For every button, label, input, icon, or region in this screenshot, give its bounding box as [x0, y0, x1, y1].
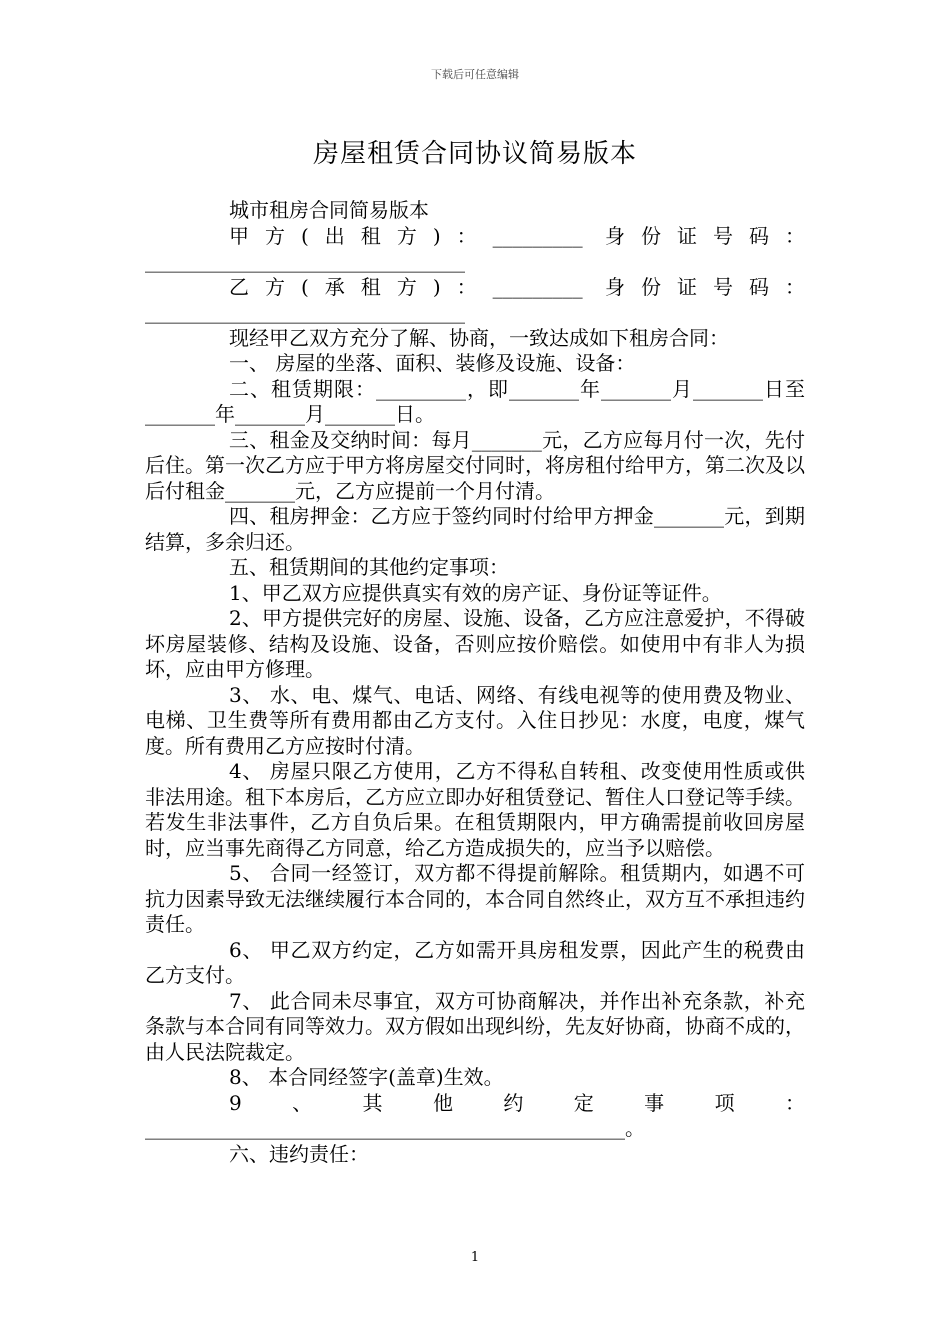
paragraph-item-4: 4、 房屋只限乙方使用，乙方不得私自转租、改变使用性质或供非法用途。租下本房后，乙方应立即办好租赁登记、暂住人口登记等手续。若发生非法事件，乙方自负后果。在租赁期限内，甲方确需提前收回房屋时，应当事先商得乙方同意，给乙方造成损失的，应当予以赔偿。 [145, 759, 805, 860]
paragraph-item-1: 1、甲乙双方应提供真实有效的房产证、身份证等证件。 [229, 580, 722, 605]
paragraph-party-a: 甲方(出租方)：_________ 身份证号码：________________________________ [145, 223, 805, 273]
document-body [145, 198, 805, 1167]
paragraph-item-3: 3、 水、电、煤气、电话、网络、有线电视等的使用费及物业、电梯、卫生费等所有费用都由乙方支付。入住日抄见：水度，电度，煤气度。所有费用乙方应按时付清。 [145, 682, 805, 758]
paragraph-item-8: 8、 本合同经签字(盖章)生效。 [229, 1065, 504, 1089]
paragraph-item-2: 2、甲方提供完好的房屋、设施、设备，乙方应注意爱护，不得破坏房屋装修、结构及设施、设备，否则应按价赔偿。如使用中有非人为损坏，应由甲方修理。 [145, 606, 805, 681]
paragraph-item-5: 5、 合同一经签订，双方都不得提前解除。租赁期内，如遇不可抗力因素导致无法继续履行本合同的，本合同自然终止，双方互不承担违约责任。 [145, 861, 805, 936]
paragraph-clause-2: 二、租赁期限：_________，即_______年_______月_______日至_______年_______月_______日。 [145, 376, 805, 426]
paragraph-intro: 现经甲乙双方充分了解、协商，一致达成如下租房合同： [229, 325, 729, 350]
paragraph-item-7: 7、 此合同未尽事宜，双方可协商解决，并作出补充条款，补充条款与本合同有同等效力。双方假如出现纠纷，先友好协商，协商不成的，由人民法院裁定。 [145, 988, 805, 1064]
paragraph-clause-1: 一、 房屋的坐落、面积、装修及设施、设备： [229, 351, 636, 375]
page-number: 1 [470, 1250, 480, 1265]
paragraph-party-b: 乙方(承租方)：_________ 身份证号码：________________________________ [145, 274, 805, 324]
paragraph-clause-5: 五、租赁期间的其他约定事项： [229, 555, 509, 579]
paragraph-clause-4: 四、租房押金：乙方应于签约同时付给甲方押金_______元，到期结算，多余归还。 [145, 504, 805, 554]
paragraph-subtitle: 城市租房合同简易版本 [229, 198, 429, 222]
paragraph-clause-6: 六、违约责任： [229, 1141, 369, 1166]
paragraph-item-6: 6、 甲乙双方约定，乙方如需开具房租发票，因此产生的税费由乙方支付。 [145, 937, 805, 987]
page-header-note: 下载后可任意编辑 [431, 68, 519, 81]
paragraph-clause-3: 三、租金及交纳时间：每月_______元，乙方应每月付一次，先付后住。第一次乙方应于甲方将房屋交付同时，将房租付给甲方，第二次及以后付租金_______元，乙方应提前一个月付清。 [145, 427, 805, 503]
paragraph-item-9: 9、其他约定事项：________________________________________________。 [145, 1090, 805, 1140]
document-title: 房屋租赁合同协议简易版本 [312, 139, 637, 169]
